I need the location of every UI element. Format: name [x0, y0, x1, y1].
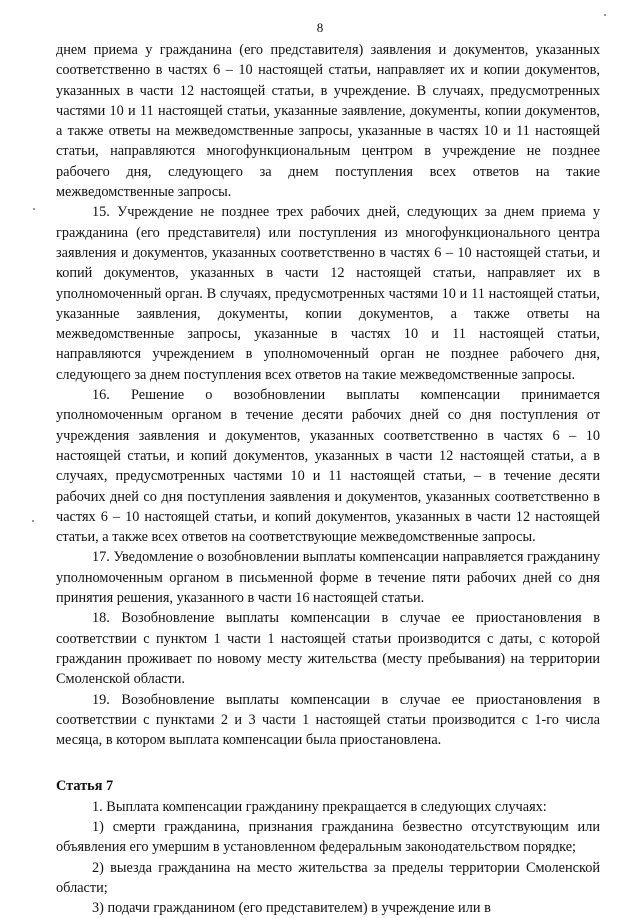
paragraph: 15. Учреждение не позднее трех рабочих дней, следующих за днем приема у гражданина (его представителя) или поступления из многофункционального центра заявления и документов, указанных соответственно в частях 6 – 10 настоящей статьи, и копий документов, указанных в части 12 настоящей статьи, направляет их в уполномоченный орган. В случаях, предусмотренных частями 10 и 11 настоящей статьи, указанные заявления, документы, копии документов, а также ответы на межведомственные запросы, указанные в частях 10 и 11 настоящей статьи, направляются учреждением в уполномоченный орган не позднее рабочего дня, следующего за днем поступления всех ответов на такие межведомственные запросы. [56, 204, 600, 383]
section-gap [56, 750, 600, 776]
scan-speck [33, 208, 35, 210]
paragraph: 19. Возобновление выплаты компенсации в случае ее приостановления в соответствии с пунктами 2 и 3 части 1 настоящей статьи производится с 1-го числа месяца, в котором выплата компенсации была приостановлена. [56, 691, 600, 749]
paragraph: 1. Выплата компенсации гражданину прекращается в следующих случаях: [92, 798, 547, 815]
page-number: 8 [316, 20, 324, 35]
paragraph: 16. Решение о возобновлении выплаты компенсации принимается уполномоченным органом в течение десяти рабочих дней со дня поступления от учреждения заявления и документов, указанных соответственно в частях 6 – 10 настоящей статьи, и копий документов, указанных в части 12 настоящей статьи, а в случаях, предусмотренных частями 10 и 11 настоящей статьи, – в течение десяти рабочих дней со дня поступления заявления и документов, указанных соответственно в частях 6 – 10 настоящей статьи, и копий документов, указанных в части 12 настоящей статьи, а также всех ответов на соответствующие межведомственные запросы. [56, 387, 600, 546]
scan-speck [604, 14, 606, 16]
scan-speck [32, 520, 34, 522]
paragraph: 18. Возобновление выплаты компенсации в случае ее приостановления в соответствии с пунктом 1 части 1 настоящей статьи производится с даты, с которой гражданин проживает по новому месту жительства (месту пребывания) на территории Смоленской области. [56, 610, 600, 688]
paragraph: днем приема у гражданина (его представителя) заявления и документов, указанных соответственно в частях 6 – 10 настоящей статьи, направляет их и копии документов, указанных в части 12 настоящей статьи, в учреждение. В случаях, предусмотренных частями 10 и 11 настоящей статьи, указанные заявление, документы, копии документов, а также ответы на межведомственные запросы, указанные в частях 10 и 11 настоящей статьи, направляются многофункциональным центром в учреждение не позднее рабочего дня, следующего за днем поступления всех ответов на такие межведомственные запросы. [56, 42, 600, 201]
paragraph: 3) подачи гражданином (его представителем) в учреждение или в [92, 900, 491, 917]
paragraph: 2) выезда гражданина на место жительства за пределы территории Смоленской области; [56, 859, 600, 896]
paragraph: 17. Уведомление о возобновлении выплаты компенсации направляется гражданину уполномоченным органом в письменной форме в течение пяти рабочих дней со дня принятия решения, указанного в части 16 настоящей статьи. [56, 549, 600, 607]
document-body [56, 40, 600, 918]
paragraph: 1) смерти гражданина, признания гражданина безвестно отсутствующим или объявления его умершим в установленном федеральным законодательством порядке; [56, 818, 600, 856]
article-heading: Статья 7 [56, 778, 114, 795]
